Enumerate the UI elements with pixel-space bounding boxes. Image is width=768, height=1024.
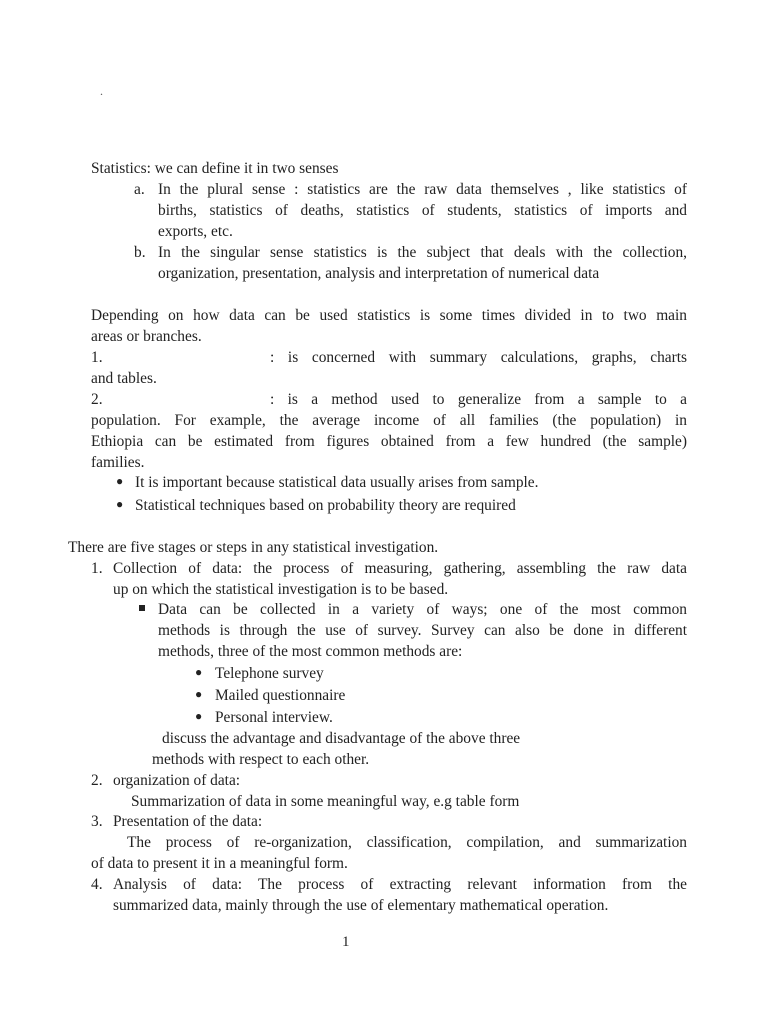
- method-item: Telephone survey: [215, 665, 324, 682]
- branches-intro-line-1: Depending on how data can be used statistics is some times divided in to two main: [91, 307, 687, 324]
- method-item: Mailed questionnaire: [215, 687, 346, 704]
- branch-2-line-4: families.: [91, 454, 145, 471]
- branch-2-line-3: Ethiopia can be estimated from figures obtained from a few hundred (the sample): [91, 433, 687, 450]
- method-item: Personal interview.: [215, 709, 333, 726]
- bullet-dot-icon: ●: [116, 474, 124, 488]
- definition-intro: Statistics: we can define it in two senses: [91, 160, 339, 177]
- stage-1-line-2: up on which the statistical investigation is to be based.: [113, 581, 449, 598]
- branch-1-text: : is concerned with summary calculations, graphs, charts: [270, 349, 687, 366]
- branch-2-line-2: population. For example, the average income of all families (the population) in: [91, 412, 687, 429]
- stages-intro: There are five stages or steps in any statistical investigation.: [68, 539, 439, 556]
- stage-2-description: Summarization of data in some meaningful way, e.g table form: [131, 793, 520, 810]
- stage-1-line-1: Collection of data: the process of measuring, gathering, assembling the raw data: [113, 560, 687, 577]
- singular-sense-line-1: In the singular sense statistics is the subject that deals with the collection,: [158, 244, 687, 261]
- bullet-dot-icon: ●: [116, 497, 124, 511]
- stage-3-line-2: of data to present it in a meaningful form.: [91, 855, 348, 872]
- list-marker-a: a.: [134, 181, 145, 198]
- singular-sense-line-2: organization, presentation, analysis and interpretation of numerical data: [158, 265, 600, 282]
- plural-sense-line-1: In the plural sense : statistics are the raw data themselves , like statistics of: [158, 181, 687, 198]
- stage-3-title: Presentation of the data:: [113, 813, 263, 830]
- page-number: 1: [342, 934, 350, 950]
- stage-4-marker: 4.: [91, 876, 103, 893]
- stray-mark: .: [100, 84, 103, 98]
- stage-3-line-1: The process of re-organization, classification, compilation, and summarization: [127, 834, 687, 851]
- discussion-note-line-1: discuss the advantage and disadvantage of the above three: [162, 730, 521, 747]
- stage-2-title: organization of data:: [113, 772, 241, 789]
- bullet-dot-icon: ●: [195, 665, 203, 679]
- stage-3-marker: 3.: [91, 813, 103, 830]
- stage-2-marker: 2.: [91, 772, 103, 789]
- collection-sub-line-1: Data can be collected in a variety of ways; one of the most common: [158, 601, 687, 618]
- collection-sub-line-2: methods is through the use of survey. Survey can also be done in different: [158, 622, 687, 639]
- branches-intro-line-2: areas or branches.: [91, 328, 202, 345]
- branch-2-text: : is a method used to generalize from a sample to a: [270, 391, 687, 408]
- branch-1-line-2: and tables.: [91, 370, 157, 387]
- plural-sense-line-3: exports, etc.: [158, 223, 233, 240]
- square-bullet-icon: [139, 605, 145, 611]
- bullet-item: It is important because statistical data usually arises from sample.: [135, 474, 539, 491]
- stage-4-line-1: Analysis of data: The process of extracting relevant information from the: [113, 876, 687, 893]
- list-marker-b: b.: [134, 244, 146, 261]
- stage-1-marker: 1.: [91, 560, 103, 577]
- collection-sub-line-3: methods, three of the most common methods are:: [158, 643, 463, 660]
- bullet-dot-icon: ●: [195, 709, 203, 723]
- plural-sense-line-2: births, statistics of deaths, statistics of students, statistics of imports and: [158, 202, 687, 219]
- branch-1-marker: 1.: [91, 349, 103, 366]
- stage-4-line-2: summarized data, mainly through the use of elementary mathematical operation.: [113, 897, 609, 914]
- bullet-item: Statistical techniques based on probability theory are required: [135, 497, 516, 514]
- branch-2-marker: 2.: [91, 391, 103, 408]
- bullet-dot-icon: ●: [195, 687, 203, 701]
- discussion-note-line-2: methods with respect to each other.: [152, 751, 370, 768]
